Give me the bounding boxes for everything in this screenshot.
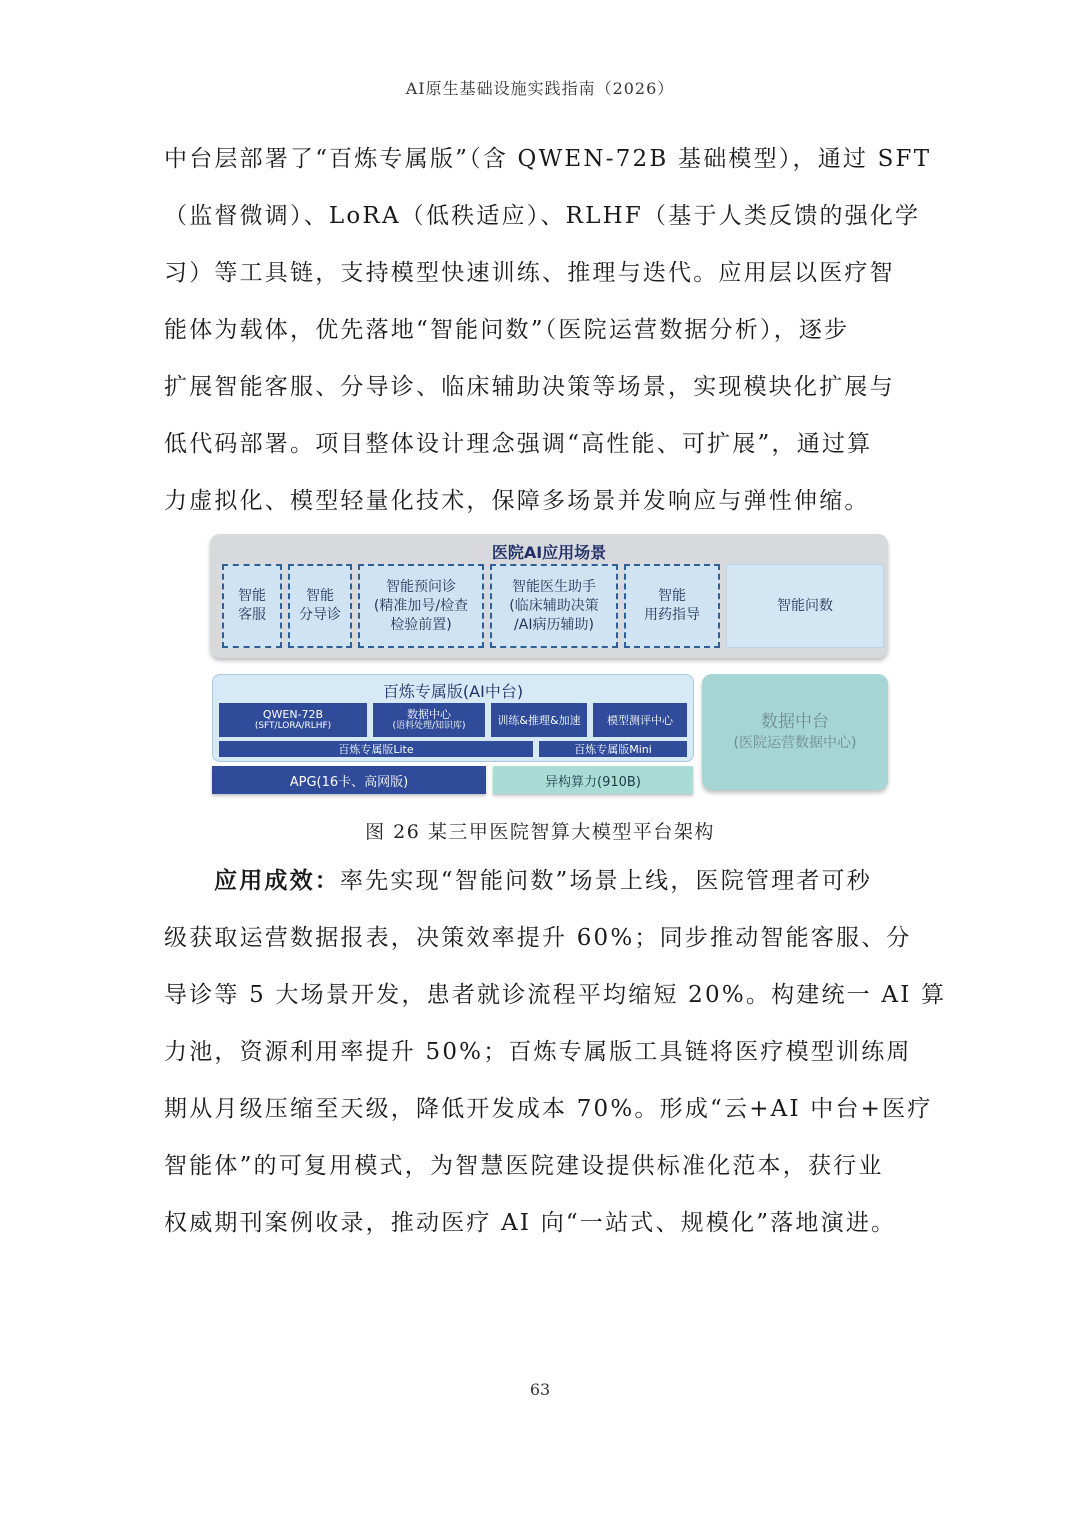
text-line: 智能体”的可复用模式，为智慧医院建设提供标准化范本，获行业	[164, 1153, 884, 1179]
scene-pre-consultation	[358, 564, 484, 648]
scene-label: 智能 用药指导	[644, 588, 700, 623]
text-line	[164, 853, 900, 910]
model-eval-block	[593, 703, 687, 737]
text-line: 权威期刊案例收录，推动医疗 AI 向“一站式、规模化”落地演进。	[164, 1210, 897, 1236]
data-platform-title: 数据中台	[761, 712, 829, 732]
train-infer-block	[491, 703, 587, 737]
text-line: 力池，资源利用率提升 50%；百炼专属版工具链将医疗模型训练周	[164, 1039, 912, 1065]
lite-label: 百炼专属版Lite	[338, 742, 414, 756]
text-line: 导诊等 5 大场景开发，患者就诊流程平均缩短 20%。构建统一 AI 算	[164, 982, 947, 1008]
app-layer-title: 医院AI应用场景	[491, 543, 607, 562]
architecture-figure	[208, 532, 892, 798]
text-line: 中台层部署了“百炼专属版”（含 QWEN-72B 基础模型），通过 SFT	[164, 146, 932, 172]
qwen-title: QWEN-72B	[262, 708, 324, 721]
text-line: 扩展智能客服、分导诊、临床辅助决策等场景，实现模块化扩展与	[164, 374, 895, 400]
text-line: 级获取运营数据报表，决策效率提升 60%；同步推动智能客服、分	[164, 925, 912, 951]
lite-block	[219, 741, 533, 757]
lead-line-text: 率先实现“智能问数”场景上线，医院管理者可秒	[340, 868, 872, 894]
app-layer-panel	[210, 534, 888, 658]
text-line: 习）等工具链，支持模型快速训练、推理与迭代。应用层以医疗智	[164, 260, 895, 286]
text-line: 期从月级压缩至天级，降低开发成本 70%。形成“云+AI 中台+医疗	[164, 1096, 933, 1122]
scene-smart-triage	[288, 564, 352, 648]
mini-block	[539, 741, 687, 757]
train-infer-label: 训练&推理&加速	[497, 713, 581, 727]
apg-label: APG(16卡、高网版)	[289, 774, 409, 790]
apg-block	[212, 766, 486, 794]
scene-smart-service	[222, 564, 282, 648]
scene-label: 智能预问诊 (精准加号/检查 检验前置)	[373, 578, 469, 633]
data-center-block	[373, 703, 485, 737]
scene-smart-data-query	[726, 564, 884, 648]
text-line: 低代码部署。项目整体设计理念强调“高性能、可扩展”，通过算	[164, 431, 873, 457]
data-center-title: 数据中心	[407, 708, 451, 721]
model-eval-label: 模型测评中心	[607, 713, 673, 727]
qwen-subtitle: (SFT/LORA/RLHF)	[254, 721, 332, 731]
running-header: AI原生基础设施实践指南（2026）	[405, 79, 675, 98]
figure-caption: 图 26 某三甲医院智算大模型平台架构	[365, 821, 715, 843]
hetero-compute-block	[493, 766, 693, 794]
hetero-label: 异构算力(910B)	[545, 774, 641, 790]
scene-label: 智能 分导诊	[299, 588, 341, 623]
mini-label: 百炼专属版Mini	[574, 742, 652, 756]
qwen-block	[219, 703, 367, 737]
lead-label: 应用成效：	[214, 868, 340, 894]
text-line: 能体为载体，优先落地“智能问数”（医院运营数据分析），逐步	[164, 317, 850, 343]
ai-middle-platform-panel	[212, 674, 694, 762]
page-number: 63	[529, 1380, 551, 1399]
text-line: （监督微调）、LoRA（低秩适应）、RLHF（基于人类反馈的强化学	[164, 203, 921, 229]
scene-label: 智能问数	[777, 597, 833, 614]
scene-label: 智能医生助手 (临床辅助决策 /AI病历辅助)	[509, 578, 599, 633]
text-line: 力虚拟化、模型轻量化技术，保障多场景并发响应与弹性伸缩。	[164, 488, 870, 514]
scene-medication-guide	[624, 564, 720, 648]
data-platform-subtitle: (医院运营数据中心)	[733, 735, 857, 751]
scene-doctor-assistant	[490, 564, 618, 648]
body-paragraph-1	[164, 131, 932, 530]
data-center-subtitle: (语料处理/知识库)	[392, 721, 466, 731]
body-paragraph-2	[164, 853, 947, 1252]
middle-layer-title: 百炼专属版(AI中台)	[382, 682, 524, 701]
scene-label: 智能 客服	[238, 588, 266, 623]
data-platform-panel	[702, 674, 888, 790]
